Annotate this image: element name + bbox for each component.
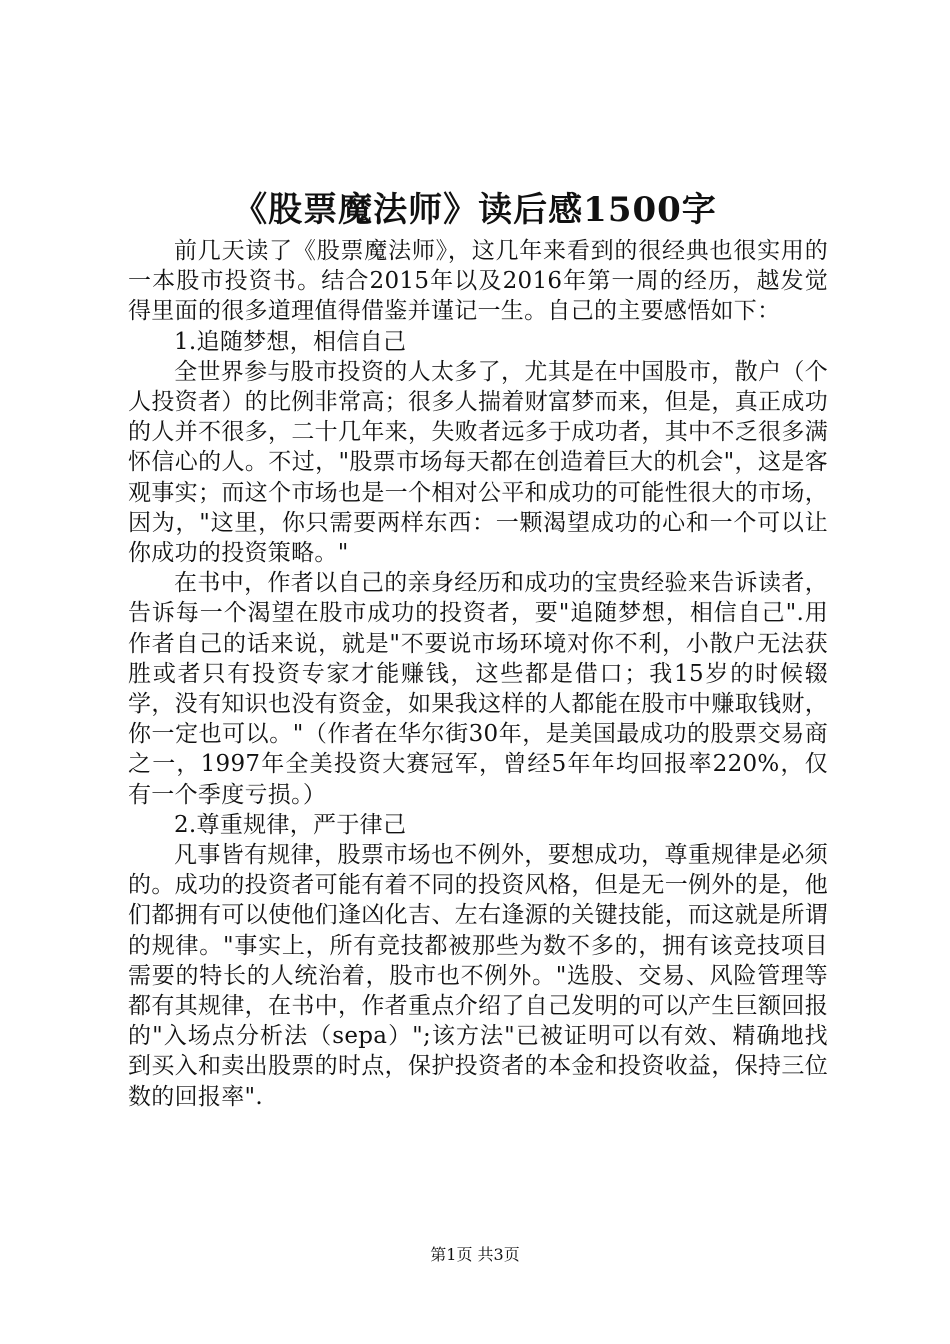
page-footer: 第1页 共3页 bbox=[430, 1245, 520, 1264]
paragraph-intro: 前几天读了《股票魔法师》，这几年来看到的很经典也很实用的一本股市投资书。结合2015年以及2016年第一周的经历，越发觉得里面的很多道理值得借鉴并谨记一生。自己的主要感悟如下： bbox=[128, 238, 828, 325]
section-heading-1: 1.追随梦想，相信自己 bbox=[174, 328, 407, 355]
paragraph-2a: 凡事皆有规律，股票市场也不例外，要想成功，尊重规律是必须的。成功的投资者可能有着不同的投资风格，但是无一例外的是，他们都拥有可以使他们逢凶化吉、左右逢源的关键技能，而这就是所谓的规律。"事实上，所有竞技都被那些为数不多的，拥有该竞技项目需要的特长的人统治着，股市也不例外。"选股、交易、风险管理等都有其规律，在书中，作者重点介绍了自己发明的可以产生巨额回报的"入场点分析法（sepa）";该方法"已被证明可以有效、精确地找到买入和卖出股票的时点，保护投资者的本金和投资收益，保持三位数的回报率". bbox=[128, 842, 828, 1110]
paragraph-1b: 在书中，作者以自己的亲身经历和成功的宝贵经验来告诉读者，告诉每一个渴望在股市成功的投资者，要"追随梦想，相信自己".用作者自己的话来说，就是"不要说市场环境对你不利，小散户无法获胜或者只有投资专家才能赚钱，这些都是借口；我15岁的时候辍学，没有知识也没有资金，如果我这样的人都能在股市中赚取钱财，你一定也可以。"（作者在华尔街30年，是美国最成功的股票交易商之一，1997年全美投资大赛冠军，曾经5年年均回报率220%，仅有一个季度亏损。） bbox=[128, 570, 828, 808]
paragraph-1a: 全世界参与股市投资的人太多了，尤其是在中国股市，散户（个人投资者）的比例非常高；很多人揣着财富梦而来，但是，真正成功的人并不很多，二十几年来，失败者远多于成功者，其中不乏很多满怀信心的人。不过，"股票市场每天都在创造着巨大的机会"，这是客观事实；而这个市场也是一个相对公平和成功的可能性很大的市场，因为，"这里，你只需要两样东西：一颗渴望成功的心和一个可以让你成功的投资策略。" bbox=[128, 358, 828, 567]
section-heading-2: 2.尊重规律，严于律己 bbox=[174, 811, 407, 838]
document-title: 《股票魔法师》读后感1500字 bbox=[233, 190, 717, 230]
document-body bbox=[128, 236, 828, 1112]
